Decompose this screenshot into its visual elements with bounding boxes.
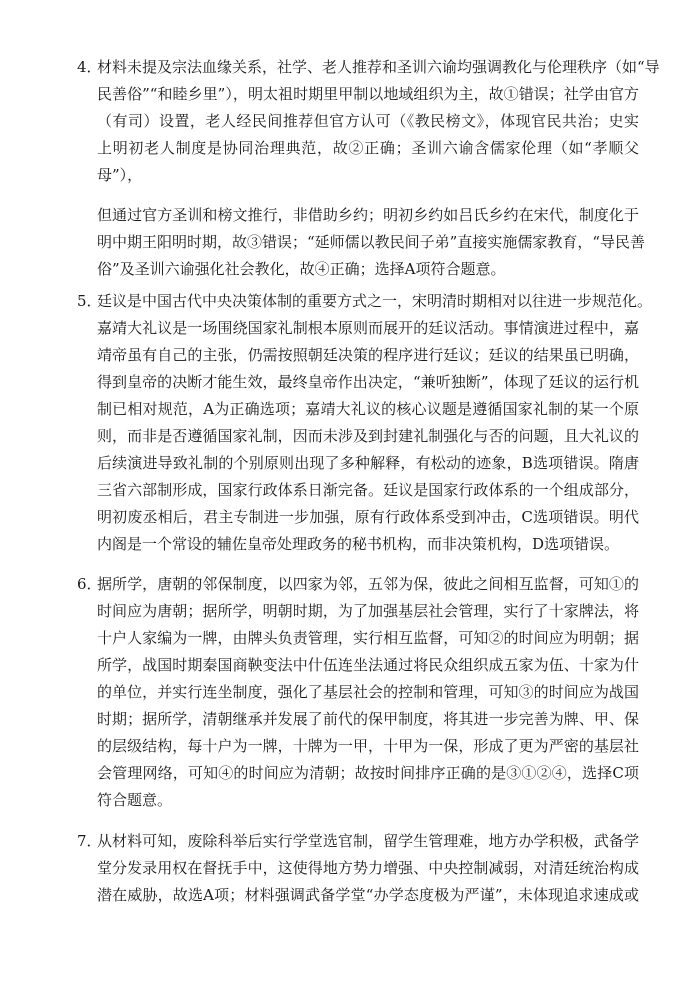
text-line: 所学，战国时期秦国商鞅变法中什伍连坐法通过将民众组织成五家为伍、十家为什 — [97, 656, 639, 674]
item-number: 5． — [77, 292, 102, 310]
text-line: 靖帝虽有自己的主张，仍需按照朝廷决策的程序进行廷议；廷议的结果虽已明确， — [97, 346, 639, 364]
text-line: 俗”及圣训六谕强化社会教化，故④正确；选择A项符合题意。 — [97, 260, 506, 278]
text-line: 时间应为唐朝；据所学，明朝时期，为了加强基层社会管理，实行了十家牌法，将 — [97, 602, 639, 620]
text-line: 则，而非是否遵循国家礼制，因而未涉及到封建礼制强化与否的问题，且大礼议的 — [97, 427, 639, 445]
text-line: 廷议是中国古代中央决策体制的重要方式之一，宋明清时期相对以往进一步规范化。 — [97, 292, 653, 310]
text-line: 上明初老人制度是协同治理典范，故②正确；圣训六谕含儒家伦理（如“孝顺父 — [97, 139, 639, 157]
text-line: 符合题意。 — [97, 791, 173, 809]
text-line: 明初废丞相后，君主专制进一步加强，原有行政体系受到冲击，C选项错误。明代 — [97, 508, 639, 526]
item-number: 6． — [77, 575, 102, 593]
item-body — [97, 828, 639, 909]
text-line: 的层级结构，每十户为一牌，十牌为一甲，十甲为一保，形成了更为严密的基层社 — [97, 737, 639, 755]
item-body — [97, 571, 639, 814]
text-line: 制已相对规范，A为正确选项；嘉靖大礼议的核心议题是遵循国家礼制的某一个原 — [97, 400, 639, 418]
text-line: 据所学，唐朝的邻保制度，以四家为邻，五邻为保，彼此之间相互监督，可知①的 — [97, 575, 639, 593]
text-line: 潜在威胁，故选A项；材料强调武备学堂“办学态度极为严谨”，未体现追求速成或 — [97, 886, 639, 904]
text-line: 会管理网络，可知④的时间应为清朝；故按时间排序正确的是③①②④，选择C项 — [97, 764, 639, 782]
item-number: 4． — [77, 58, 102, 76]
text-line: 母”）， — [97, 166, 143, 184]
paragraph-gap — [97, 189, 639, 202]
text-line: （有司）设置，老人经民间推荐但官方认可（《教民榜文》，体现官民共治；史实 — [97, 112, 639, 130]
item-number: 7． — [77, 832, 102, 850]
text-line: 的单位，并实行连坐制度，强化了基层社会的控制和管理，可知③的时间应为战国 — [97, 683, 639, 701]
text-line: 但通过官方圣训和榜文推行，非借助乡约；明初乡约如吕氏乡约在宋代，制度化于 — [97, 206, 639, 224]
text-line: 十户人家编为一牌，由牌头负责管理，实行相互监督，可知②的时间应为明朝；据 — [97, 629, 639, 647]
text-line: 民善俗”“和睦乡里”），明太祖时期里甲制以地域组织为主，故①错误；社学由官方 — [97, 85, 639, 103]
text-line: 时期；据所学，清朝继承并发展了前代的保甲制度，将其进一步完善为牌、甲、保 — [97, 710, 639, 728]
item-body — [97, 54, 660, 283]
text-line: 后续演进导致礼制的个别原则出现了多种解释，有松动的迹象，B选项错误。隋唐 — [97, 454, 639, 472]
text-line: 三省六部制形成，国家行政体系日渐完备。廷议是国家行政体系的一个组成部分， — [97, 481, 639, 499]
text-line: 嘉靖大礼议是一场围绕国家礼制根本原则而展开的廷议活动。事情演进过程中，嘉 — [97, 319, 639, 337]
text-line: 堂分发录用权在督抚手中，这使得地方势力增强、中央控制减弱，对清廷统治构成 — [97, 859, 639, 877]
text-line: 材料未提及宗法血缘关系，社学、老人推荐和圣训六谕均强调教化与伦理秩序（如“导 — [97, 58, 660, 76]
item-body — [97, 288, 653, 558]
text-line: 明中期王阳明时期，故③错误；“延师儒以教民间子弟”直接实施儒家教育，“导民善 — [97, 233, 646, 251]
text-line: 得到皇帝的决断才能生效，最终皇帝作出决定，“兼听独断”，体现了廷议的运行机 — [97, 373, 639, 391]
text-line: 内阁是一个常设的辅佐皇帝处理政务的秘书机构，而非决策机构，D选项错误。 — [97, 535, 620, 553]
text-line: 从材料可知，废除科举后实行学堂选官制，留学生管理难，地方办学积极，武备学 — [97, 832, 639, 850]
